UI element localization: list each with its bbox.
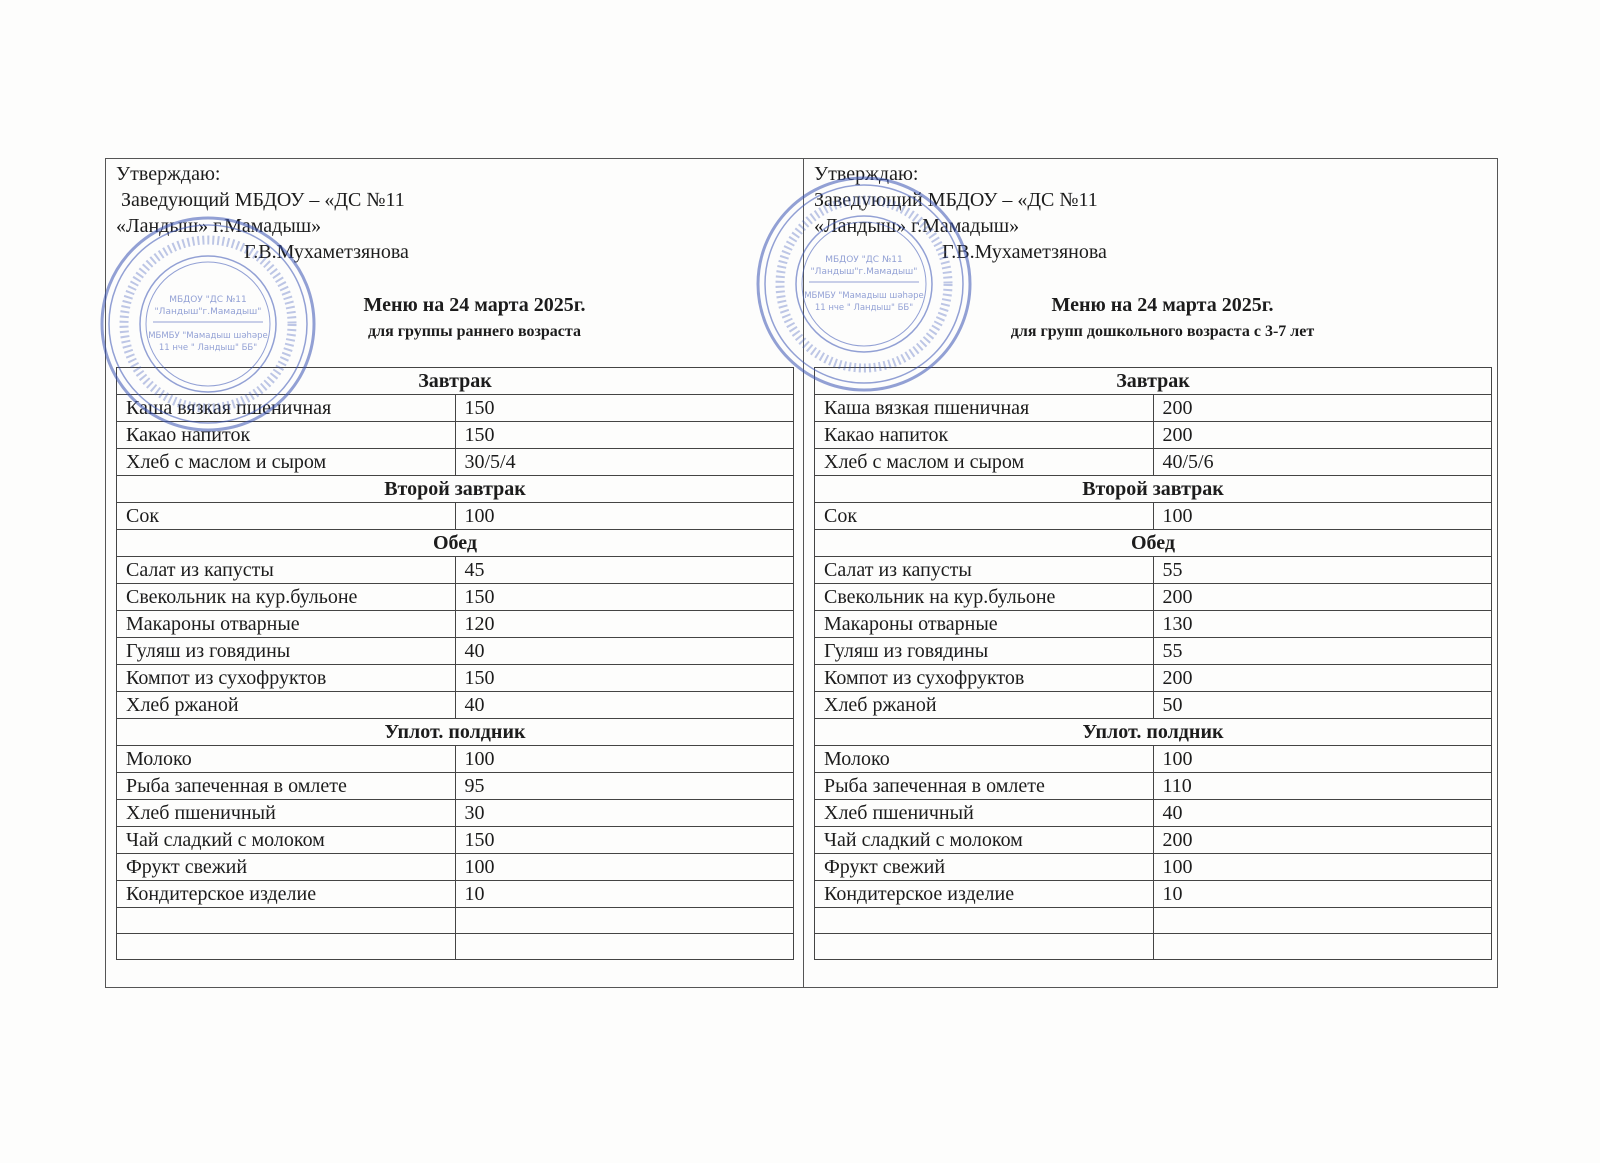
- meal-section-row: [117, 719, 794, 746]
- dish-name: Какао напиток: [117, 422, 456, 449]
- table-row: [815, 665, 1492, 692]
- dish-name: Хлеб с маслом и сыром: [117, 449, 456, 476]
- menu-table: [116, 367, 794, 960]
- table-row: [815, 746, 1492, 773]
- dish-name: Чай сладкий с молоком: [117, 827, 456, 854]
- table-row: [815, 854, 1492, 881]
- dish-portion: [1153, 934, 1492, 960]
- dish-portion: 200: [1153, 665, 1492, 692]
- dish-portion: 55: [1153, 638, 1492, 665]
- dish-name: Компот из сухофруктов: [815, 665, 1154, 692]
- dish-portion: 150: [455, 584, 794, 611]
- dish-portion: 100: [455, 503, 794, 530]
- meal-section-title: Завтрак: [117, 368, 794, 395]
- table-row: [815, 584, 1492, 611]
- dish-name: Гуляш из говядины: [117, 638, 456, 665]
- meal-section-title: Уплот. полдник: [117, 719, 794, 746]
- dish-portion: 30/5/4: [455, 449, 794, 476]
- dish-name: [117, 908, 456, 934]
- table-row: [117, 934, 794, 960]
- dish-name: [815, 934, 1154, 960]
- approval-signatory: Г.В.Мухаметзянова: [244, 241, 409, 263]
- dish-portion: 200: [1153, 422, 1492, 449]
- meal-section-title: Второй завтрак: [117, 476, 794, 503]
- dish-name: Молоко: [815, 746, 1154, 773]
- dish-name: Рыба запеченная в омлете: [815, 773, 1154, 800]
- table-row: [815, 908, 1492, 934]
- table-row: [117, 638, 794, 665]
- dish-name: Чай сладкий с молоком: [815, 827, 1154, 854]
- dish-name: Свекольник на кур.бульоне: [815, 584, 1154, 611]
- table-row: [815, 934, 1492, 960]
- dish-portion: 150: [455, 665, 794, 692]
- dish-name: Салат из капусты: [815, 557, 1154, 584]
- table-row: [815, 449, 1492, 476]
- dish-portion: 150: [455, 827, 794, 854]
- dish-portion: 200: [1153, 827, 1492, 854]
- dish-name: Каша вязкая пшеничная: [815, 395, 1154, 422]
- meal-section-title: Уплот. полдник: [815, 719, 1492, 746]
- dish-portion: 40: [455, 638, 794, 665]
- svg-text:11 нче " Ландыш" ББ": 11 нче " Ландыш" ББ": [158, 343, 258, 353]
- dish-portion: 95: [455, 773, 794, 800]
- dish-portion: 10: [455, 881, 794, 908]
- dish-name: Сок: [117, 503, 456, 530]
- dish-portion: 30: [455, 800, 794, 827]
- dish-name: Кондитерское изделие: [815, 881, 1154, 908]
- table-row: [815, 638, 1492, 665]
- dish-portion: 200: [1153, 395, 1492, 422]
- meal-section-row: [117, 530, 794, 557]
- menu-panel-early-age: [106, 159, 803, 987]
- table-row: [117, 908, 794, 934]
- dish-name: Макароны отварные: [815, 611, 1154, 638]
- dish-portion: 40: [1153, 800, 1492, 827]
- meal-section-title: Обед: [117, 530, 794, 557]
- table-row: [117, 395, 794, 422]
- menu-panel-preschool: [804, 159, 1501, 987]
- table-row: [815, 611, 1492, 638]
- dish-portion: 150: [455, 422, 794, 449]
- dish-name: [815, 908, 1154, 934]
- table-row: [117, 827, 794, 854]
- table-row: [117, 773, 794, 800]
- meal-section-row: [815, 719, 1492, 746]
- menu-subtitle: для группы раннего возраста: [368, 323, 581, 340]
- dish-name: Компот из сухофруктов: [117, 665, 456, 692]
- dish-portion: [1153, 908, 1492, 934]
- dish-name: Гуляш из говядины: [815, 638, 1154, 665]
- table-row: [117, 449, 794, 476]
- approval-org: «Ландыш» г.Мамадыш»: [814, 215, 1020, 237]
- dish-portion: 45: [455, 557, 794, 584]
- dish-portion: 120: [455, 611, 794, 638]
- table-row: [815, 557, 1492, 584]
- table-row: [815, 800, 1492, 827]
- dish-portion: 100: [1153, 503, 1492, 530]
- dish-portion: [455, 934, 794, 960]
- approval-title: Утверждаю:: [814, 163, 919, 185]
- menu-sheet: [105, 158, 1498, 988]
- meal-section-title: Обед: [815, 530, 1492, 557]
- dish-portion: [455, 908, 794, 934]
- dish-portion: 150: [455, 395, 794, 422]
- meal-section-title: Второй завтрак: [815, 476, 1492, 503]
- dish-portion: 40/5/6: [1153, 449, 1492, 476]
- menu-table: [814, 367, 1492, 960]
- dish-name: Хлеб ржаной: [117, 692, 456, 719]
- dish-portion: 50: [1153, 692, 1492, 719]
- dish-name: Макароны отварные: [117, 611, 456, 638]
- approval-org: «Ландыш» г.Мамадыш»: [116, 215, 322, 237]
- table-row: [117, 854, 794, 881]
- dish-name: Хлеб с маслом и сыром: [815, 449, 1154, 476]
- table-row: [815, 503, 1492, 530]
- dish-name: Какао напиток: [815, 422, 1154, 449]
- approval-block: [116, 161, 409, 265]
- svg-text:"Ландыш"г.Мамадыш": "Ландыш"г.Мамадыш": [810, 267, 918, 277]
- dish-portion: 55: [1153, 557, 1492, 584]
- table-row: [117, 746, 794, 773]
- table-row: [815, 395, 1492, 422]
- dish-name: Хлеб ржаной: [815, 692, 1154, 719]
- svg-text:МБМБУ "Мамадыш шәһәре: МБМБУ "Мамадыш шәһәре: [148, 331, 268, 341]
- dish-portion: 100: [1153, 746, 1492, 773]
- svg-text:МБДОУ "ДС №11: МБДОУ "ДС №11: [825, 255, 903, 265]
- dish-portion: 110: [1153, 773, 1492, 800]
- approval-title: Утверждаю:: [116, 163, 221, 185]
- dish-name: Сок: [815, 503, 1154, 530]
- approval-block: [814, 161, 1107, 265]
- table-row: [815, 773, 1492, 800]
- table-row: [815, 881, 1492, 908]
- approval-position: Заведующий МБДОУ – «ДС №11: [814, 189, 1098, 211]
- svg-text:МБМБУ "Мамадыш шәһәре: МБМБУ "Мамадыш шәһәре: [804, 291, 924, 301]
- meal-section-row: [815, 476, 1492, 503]
- menu-title: Меню на 24 марта 2025г.: [363, 294, 586, 316]
- dish-name: Хлеб пшеничный: [815, 800, 1154, 827]
- table-row: [117, 800, 794, 827]
- table-row: [117, 611, 794, 638]
- dish-name: Рыба запеченная в омлете: [117, 773, 456, 800]
- dish-name: Свекольник на кур.бульоне: [117, 584, 456, 611]
- dish-name: Фрукт свежий: [117, 854, 456, 881]
- meal-section-title: Завтрак: [815, 368, 1492, 395]
- dish-portion: 200: [1153, 584, 1492, 611]
- svg-text:11 нче " Ландыш" ББ": 11 нче " Ландыш" ББ": [814, 303, 914, 313]
- meal-section-row: [117, 368, 794, 395]
- svg-text:МБДОУ "ДС №11: МБДОУ "ДС №11: [169, 295, 247, 305]
- dish-portion: 100: [1153, 854, 1492, 881]
- table-row: [117, 665, 794, 692]
- dish-portion: 100: [455, 746, 794, 773]
- table-row: [117, 557, 794, 584]
- dish-name: Кондитерское изделие: [117, 881, 456, 908]
- menu-title: Меню на 24 марта 2025г.: [1051, 294, 1274, 316]
- dish-name: Каша вязкая пшеничная: [117, 395, 456, 422]
- menu-subtitle: для групп дошкольного возраста с 3-7 лет: [1010, 323, 1315, 340]
- dish-portion: 40: [455, 692, 794, 719]
- meal-section-row: [815, 368, 1492, 395]
- dish-name: [117, 934, 456, 960]
- table-row: [117, 584, 794, 611]
- dish-name: Молоко: [117, 746, 456, 773]
- dish-portion: 100: [455, 854, 794, 881]
- dish-name: Хлеб пшеничный: [117, 800, 456, 827]
- table-row: [117, 692, 794, 719]
- table-row: [117, 881, 794, 908]
- dish-portion: 10: [1153, 881, 1492, 908]
- meal-section-row: [117, 476, 794, 503]
- dish-portion: 130: [1153, 611, 1492, 638]
- table-row: [815, 692, 1492, 719]
- svg-text:"Ландыш"г.Мамадыш": "Ландыш"г.Мамадыш": [154, 307, 262, 317]
- table-row: [117, 503, 794, 530]
- table-row: [815, 827, 1492, 854]
- dish-name: Салат из капусты: [117, 557, 456, 584]
- approval-signatory: Г.В.Мухаметзянова: [942, 241, 1107, 263]
- approval-position: Заведующий МБДОУ – «ДС №11: [116, 189, 405, 211]
- meal-section-row: [815, 530, 1492, 557]
- dish-name: Фрукт свежий: [815, 854, 1154, 881]
- table-row: [815, 422, 1492, 449]
- table-row: [117, 422, 794, 449]
